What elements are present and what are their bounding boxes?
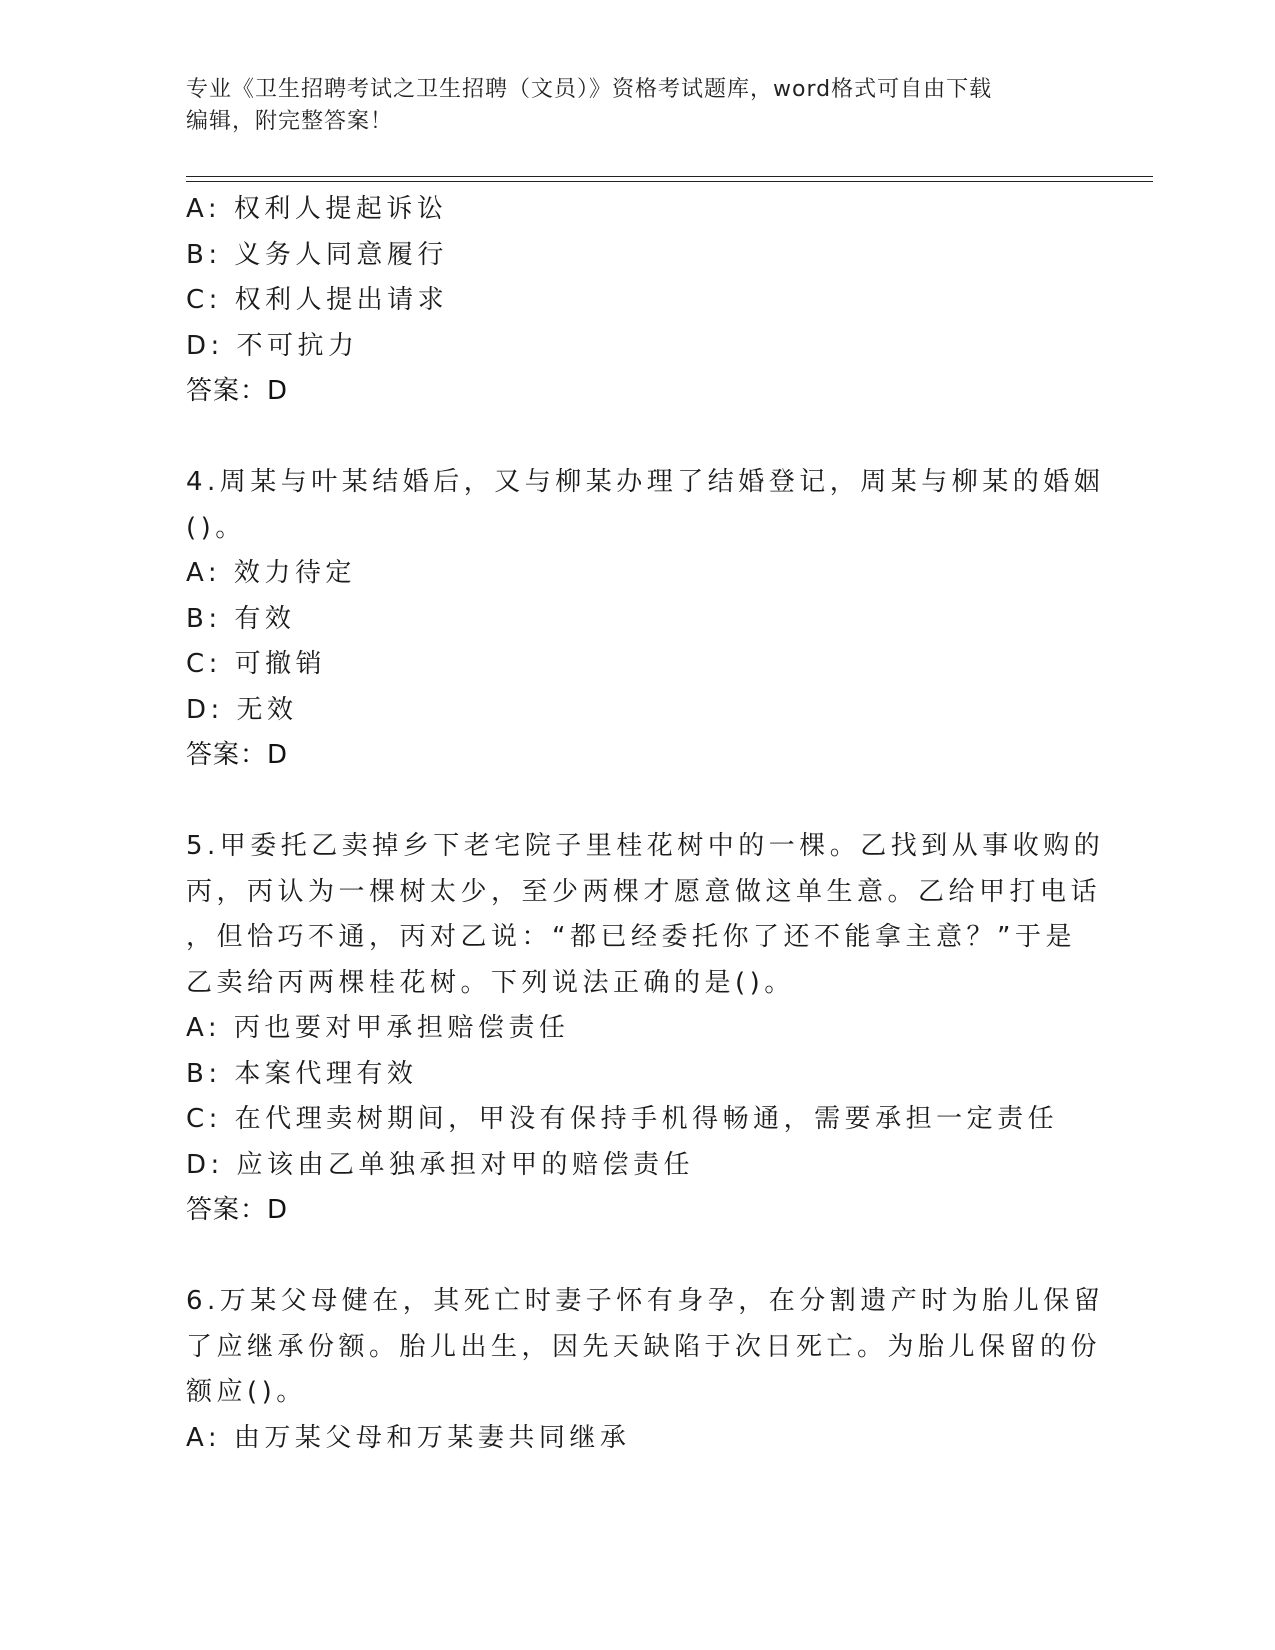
answer: 答案：D [186,376,289,406]
question-text: ，但恰巧不通，丙对乙说：“都已经委托你了还不能拿主意？”于是 [186,922,1076,952]
option-b: B: 本案代理有效 [186,1058,418,1089]
header-line-2: 编辑，附完整答案！ [186,109,394,134]
question-text: 4.周某与叶某结婚后，又与柳某办理了结婚登记，周某与柳某的婚姻 [186,467,1105,497]
option-a: A: 权利人提起诉讼 [186,194,448,224]
question-text: 6.万某父母健在，其死亡时妻子怀有身孕，在分割遗产时为胎儿保留 [186,1286,1105,1316]
option-c: C: 权利人提出请求 [186,285,449,315]
option-a: A: 效力待定 [186,558,356,588]
option-c: C: 在代理卖树期间，甲没有保持手机得畅通，需要承担一定责任 [186,1104,1059,1134]
question-list [186,187,1105,1461]
header-divider-top [186,176,1153,177]
question-4 [186,460,1105,779]
question-text: 丙，丙认为一棵树太少，至少两棵才愿意做这单生意。乙给甲打电话 [186,876,1102,907]
question-text: 额应()。 [186,1377,307,1407]
question-text: ()。 [186,512,246,543]
option-b: B: 有效 [186,603,296,634]
option-d: D: 应该由乙单独承担对甲的赔偿责任 [186,1149,695,1180]
answer: 答案：D [186,740,289,770]
option-a: A: 丙也要对甲承担赔偿责任 [186,1013,570,1043]
question-text: 了应继承份额。胎儿出生，因先天缺陷于次日死亡。为胎儿保留的份 [186,1331,1102,1362]
question-5 [186,824,1105,1234]
question-3 [186,187,1066,415]
spacer [186,779,1066,825]
option-a: A: 由万某父母和万某妻共同继承 [186,1422,631,1453]
document-header [186,74,1066,138]
header-line-1: 专业《卫生招聘考试之卫生招聘（文员）》资格考试题库，word格式可自由下载 [186,77,993,102]
option-d: D: 不可抗力 [186,330,359,361]
answer: 答案：D [186,1195,289,1225]
option-b: B: 义务人同意履行 [186,239,448,270]
question-text: 乙卖给丙两棵桂花树。下列说法正确的是()。 [186,967,795,998]
question-6 [186,1279,1105,1461]
spacer [186,415,1066,461]
question-text: 5.甲委托乙卖掉乡下老宅院子里桂花树中的一棵。乙找到从事收购的 [186,831,1105,861]
header-divider-bottom [186,181,1153,182]
option-c: C: 可撤销 [186,649,327,679]
option-d: D: 无效 [186,694,298,725]
spacer [186,1234,1066,1280]
